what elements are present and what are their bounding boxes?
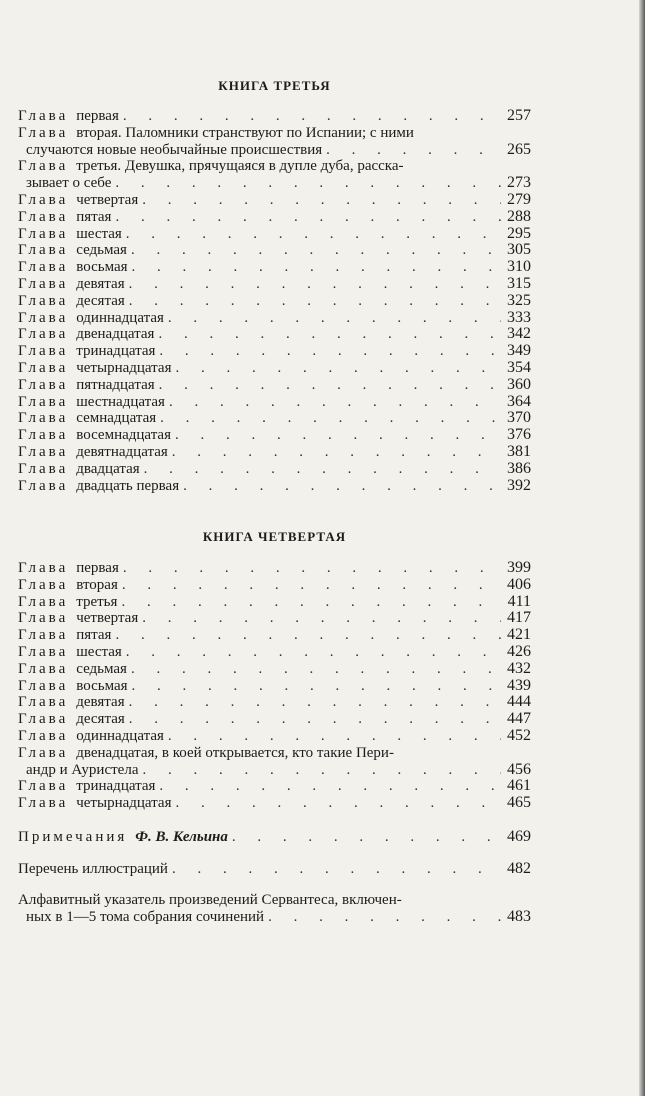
- toc-entry: [18, 627, 531, 644]
- chapter-title: первая: [76, 108, 119, 124]
- page-number: 265: [507, 140, 531, 158]
- toc-entry: [18, 478, 531, 495]
- toc-entry: [18, 410, 531, 427]
- dot-leader: [132, 678, 501, 695]
- dot-leader: [142, 610, 501, 627]
- dot-leader: [115, 627, 501, 644]
- dot-leader: [158, 326, 501, 343]
- toc-entry: [18, 326, 531, 343]
- chapter-prefix: Глава: [18, 393, 69, 410]
- chapter-title: двадцатая: [76, 460, 140, 477]
- chapter-prefix: Глава: [18, 259, 69, 276]
- chapter-prefix: Глава: [18, 795, 69, 812]
- page-number: 452: [507, 726, 531, 744]
- chapter-prefix: Глава: [18, 359, 69, 376]
- toc-entry: [18, 711, 531, 728]
- chapter-title: шестая: [76, 643, 122, 660]
- page-number: 360: [507, 375, 531, 393]
- dot-leader: [268, 909, 501, 926]
- chapter-prefix: Глава: [18, 477, 69, 494]
- toc-entry: [18, 276, 531, 293]
- page-number: 426: [507, 642, 531, 660]
- chapter-prefix: Глава: [18, 208, 69, 225]
- chapter-prefix: Глава: [18, 124, 69, 141]
- index-label: Алфавитный указатель произведений Сервантеса, включен-: [18, 892, 402, 908]
- chapter-prefix: Глава: [18, 744, 69, 761]
- dot-leader: [175, 360, 501, 377]
- chapter-title: четырнадцатая: [76, 359, 172, 376]
- chapter-prefix: Глава: [18, 677, 69, 694]
- dot-leader: [123, 108, 501, 125]
- toc-entry: [18, 192, 531, 209]
- chapter-prefix: Глава: [18, 694, 69, 711]
- dot-leader: [142, 762, 501, 779]
- toc-entry: [18, 158, 531, 192]
- dot-leader: [168, 310, 501, 327]
- toc-entry: [18, 577, 531, 594]
- illustrations-entry: [18, 861, 531, 878]
- chapter-prefix: Глава: [18, 158, 69, 175]
- book3-heading: КНИГА ТРЕТЬЯ: [218, 78, 331, 93]
- dot-leader: [232, 829, 501, 846]
- toc-entry: [18, 394, 531, 411]
- chapter-title: восьмая: [76, 259, 128, 276]
- dot-leader: [169, 394, 501, 411]
- notes-entry: [18, 829, 531, 846]
- book4-entries: [18, 560, 531, 812]
- toc-entry: [18, 694, 531, 711]
- chapter-prefix: Глава: [18, 309, 69, 326]
- chapter-title: одиннадцатая: [76, 727, 164, 744]
- chapter-prefix: Глава: [18, 593, 69, 610]
- dot-leader: [132, 259, 501, 276]
- page-number: 417: [507, 609, 531, 627]
- chapter-title: девятая: [76, 275, 125, 292]
- chapter-title: десятая: [76, 292, 125, 309]
- chapter-prefix: Глава: [18, 108, 69, 124]
- dot-leader: [122, 577, 501, 594]
- chapter-title: седьмая: [76, 242, 127, 259]
- chapter-prefix: Глава: [18, 242, 69, 259]
- dot-leader: [126, 226, 501, 243]
- chapter-prefix: Глава: [18, 376, 69, 393]
- chapter-title: четырнадцатая: [76, 795, 172, 812]
- chapter-title: девятая: [76, 694, 125, 711]
- dot-leader: [129, 711, 501, 728]
- chapter-title: пятнадцатая: [76, 376, 155, 393]
- toc-page: [18, 0, 531, 925]
- chapter-prefix: Глава: [18, 427, 69, 444]
- page-number: 381: [507, 442, 531, 460]
- chapter-prefix: Глава: [18, 191, 69, 208]
- toc-entry: [18, 125, 531, 159]
- page-number: 342: [507, 325, 531, 343]
- page-number: 432: [507, 659, 531, 677]
- dot-leader: [115, 209, 501, 226]
- chapter-prefix: Глава: [18, 326, 69, 343]
- chapter-title: двадцать первая: [76, 477, 180, 494]
- chapter-title: вторая. Паломники странствуют по Испании; с ними: [76, 124, 414, 141]
- dot-leader: [115, 175, 501, 192]
- chapter-prefix: Глава: [18, 778, 69, 795]
- chapter-title: третья: [76, 593, 118, 610]
- toc-entry: [18, 461, 531, 478]
- page-number: 482: [507, 860, 531, 877]
- chapter-title: одиннадцатая: [76, 309, 164, 326]
- notes-author: Ф. В. Кельина: [135, 829, 228, 845]
- chapter-prefix: Глава: [18, 643, 69, 660]
- dot-leader: [159, 778, 501, 795]
- toc-entry: [18, 226, 531, 243]
- chapter-title: вторая: [76, 576, 118, 593]
- index-label-cont: ных в 1—5 тома собрания сочинений: [26, 908, 265, 925]
- page-number: 279: [507, 190, 531, 208]
- dot-leader: [123, 560, 501, 577]
- chapter-title-cont: андр и Ауристела: [26, 761, 139, 778]
- toc-entry: [18, 560, 531, 577]
- dot-leader: [172, 444, 501, 461]
- page-number: 354: [507, 358, 531, 376]
- chapter-title: первая: [76, 560, 119, 576]
- toc-entry: [18, 360, 531, 377]
- page-number: 364: [507, 392, 531, 410]
- toc-entry: [18, 377, 531, 394]
- dot-leader: [175, 795, 501, 812]
- dot-leader: [172, 861, 501, 878]
- dot-leader: [144, 461, 501, 478]
- page-edge: [639, 0, 645, 1096]
- page-number: 273: [507, 174, 531, 192]
- dot-leader: [175, 427, 501, 444]
- dot-leader: [142, 192, 501, 209]
- chapter-title: тринадцатая: [76, 778, 156, 795]
- page-number: 349: [507, 342, 531, 360]
- toc-entry: [18, 108, 531, 125]
- chapter-title: девятнадцатая: [76, 443, 168, 460]
- dot-leader: [159, 343, 501, 360]
- page-number: 483: [507, 907, 531, 925]
- toc-entry: [18, 310, 531, 327]
- page-number: 310: [507, 258, 531, 276]
- chapter-prefix: Глава: [18, 560, 69, 576]
- chapter-prefix: Глава: [18, 711, 69, 728]
- toc-entry: [18, 427, 531, 444]
- dot-leader: [129, 694, 501, 711]
- dot-leader: [183, 478, 501, 495]
- page-number: 465: [507, 794, 531, 812]
- chapter-prefix: Глава: [18, 275, 69, 292]
- page-number: 325: [507, 291, 531, 309]
- toc-entry: [18, 444, 531, 461]
- page-number: 421: [507, 626, 531, 644]
- page-number: 257: [507, 107, 531, 124]
- page-number: 456: [507, 760, 531, 778]
- chapter-prefix: Глава: [18, 627, 69, 644]
- chapter-title: двенадцатая: [76, 326, 155, 343]
- chapter-title: третья. Девушка, прячущаяся в дупле дуба, расска-: [76, 158, 404, 175]
- toc-entry: [18, 259, 531, 276]
- dot-leader: [126, 644, 501, 661]
- chapter-title: двенадцатая, в коей открывается, кто такие Пери-: [76, 744, 394, 761]
- illustrations-label: Перечень иллюстраций: [18, 861, 168, 877]
- page-number: 370: [507, 409, 531, 427]
- chapter-title: четвертая: [76, 191, 139, 208]
- chapter-prefix: Глава: [18, 460, 69, 477]
- toc-entry: [18, 610, 531, 627]
- chapter-prefix: Глава: [18, 660, 69, 677]
- toc-entry: [18, 293, 531, 310]
- page-number: 305: [507, 241, 531, 259]
- chapter-title-cont: случаются новые необычайные происшествия: [26, 141, 323, 158]
- dot-leader: [160, 410, 501, 427]
- page-number: 469: [507, 828, 531, 845]
- book3-entries: [18, 108, 531, 494]
- toc-entry: [18, 728, 531, 745]
- dot-leader: [121, 594, 501, 611]
- toc-entry: [18, 678, 531, 695]
- page-number: 392: [507, 476, 531, 494]
- page-number: 411: [507, 592, 531, 610]
- chapter-title-cont: зывает о себе: [26, 175, 112, 192]
- toc-entry: [18, 209, 531, 226]
- dot-leader: [326, 142, 501, 159]
- chapter-title: десятая: [76, 711, 125, 728]
- chapter-prefix: Глава: [18, 292, 69, 309]
- toc-entry: [18, 644, 531, 661]
- page-number: 315: [507, 274, 531, 292]
- notes-label: Примечания: [18, 829, 128, 845]
- page-number: 399: [507, 559, 531, 576]
- toc-entry: [18, 778, 531, 795]
- chapter-prefix: Глава: [18, 727, 69, 744]
- chapter-title: восьмая: [76, 677, 128, 694]
- toc-entry: [18, 343, 531, 360]
- chapter-prefix: Глава: [18, 443, 69, 460]
- page-number: 439: [507, 676, 531, 694]
- chapter-title: семнадцатая: [76, 410, 157, 427]
- page-number: 386: [507, 459, 531, 477]
- chapter-title: четвертая: [76, 610, 139, 627]
- page-number: 444: [507, 693, 531, 711]
- toc-entry: [18, 594, 531, 611]
- dot-leader: [131, 242, 501, 259]
- page-number: 376: [507, 426, 531, 444]
- page-number: 295: [507, 224, 531, 242]
- dot-leader: [129, 293, 501, 310]
- chapter-title: пятая: [76, 627, 112, 644]
- dot-leader: [159, 377, 501, 394]
- chapter-prefix: Глава: [18, 610, 69, 627]
- dot-leader: [131, 661, 501, 678]
- toc-entry: [18, 661, 531, 678]
- chapter-prefix: Глава: [18, 576, 69, 593]
- page-number: 406: [507, 575, 531, 593]
- page-number: 447: [507, 710, 531, 728]
- chapter-title: седьмая: [76, 660, 127, 677]
- index-entry: [18, 892, 531, 926]
- page-number: 333: [507, 308, 531, 326]
- chapter-prefix: Глава: [18, 343, 69, 360]
- toc-entry: [18, 242, 531, 259]
- toc-entry: [18, 795, 531, 812]
- chapter-prefix: Глава: [18, 225, 69, 242]
- book4-heading: КНИГА ЧЕТВЕРТАЯ: [202, 529, 347, 544]
- page-number: 461: [507, 777, 531, 795]
- toc-entry: [18, 745, 531, 779]
- chapter-title: восемнадцатая: [76, 427, 171, 444]
- dot-leader: [129, 276, 501, 293]
- page-number: 288: [507, 207, 531, 225]
- dot-leader: [168, 728, 501, 745]
- chapter-title: тринадцатая: [76, 343, 156, 360]
- chapter-title: шестая: [76, 225, 122, 242]
- chapter-prefix: Глава: [18, 410, 69, 427]
- chapter-title: пятая: [76, 208, 112, 225]
- chapter-title: шестнадцатая: [76, 393, 165, 410]
